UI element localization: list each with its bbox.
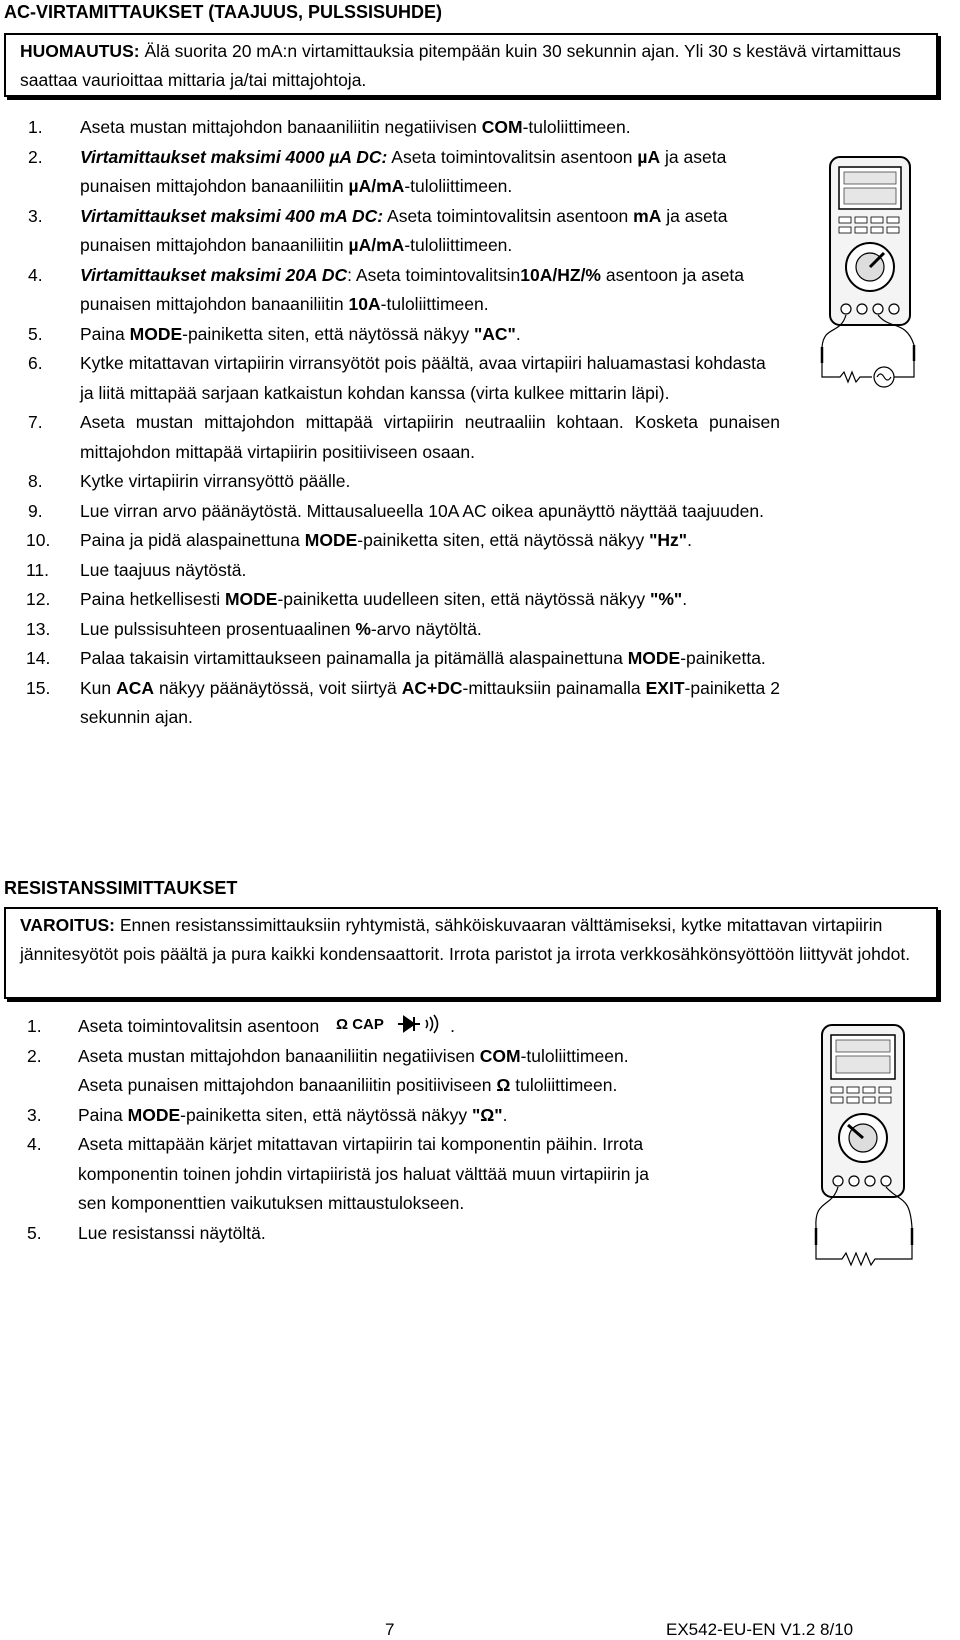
step-text — [78, 1042, 660, 1101]
step-text — [80, 615, 780, 645]
step-text-segment: Lue virran arvo päänäytöstä. Mittausalueella 10A AC oikea apunäyttö näyttää taajuuden. — [80, 500, 764, 521]
multimeter-current-illustration — [810, 155, 930, 405]
step-text-segment: 10A — [348, 294, 381, 314]
list-item — [0, 1101, 660, 1131]
step-text — [80, 349, 780, 408]
step-text-segment: -tuloliittimeen. — [522, 117, 631, 137]
step-text-segment: : Aseta toimintovalitsin — [347, 264, 521, 285]
list-item — [0, 202, 780, 261]
step-text-segment: COM — [479, 1045, 521, 1066]
step-text-segment: -tuloliittimeen. — [380, 294, 489, 314]
caution-note-body: Älä suorita 20 mA:n virtamittauksia pitempään kuin 30 sekunnin ajan. Yli 30 s kestävä virtamittaus saattaa vaurioittaa mittaria ja/tai mittajohtoja. — [20, 41, 901, 90]
step-text-segment: . — [450, 1016, 455, 1036]
step-text-segment: Ω — [496, 1075, 511, 1095]
switch-position-label: Ω CAP — [336, 1016, 384, 1033]
step-text-segment: . — [502, 1104, 508, 1125]
step-text-segment: 10A/HZ/% — [520, 264, 601, 285]
step-text-segment: Palaa takaisin virtamittaukseen painamalla ja pitämällä alaspainettuna — [80, 648, 628, 668]
step-number: 2. — [27, 1045, 42, 1066]
step-text — [80, 320, 780, 350]
step-text — [80, 585, 780, 615]
step-text-segment: MODE — [129, 323, 183, 344]
list-item — [0, 497, 780, 527]
step-text-segment: Aseta mustan mittajohdon banaaniliitin negatiivisen — [80, 117, 482, 137]
step-text — [80, 526, 780, 556]
step-number: 4. — [27, 1134, 42, 1154]
step-text-segment: Paina hetkellisesti — [80, 589, 225, 609]
step-text-segment: -painiketta siten, että näytössä näkyy — [357, 530, 650, 550]
step-text-segment: Virtamittaukset maksimi 400 mA DC: — [80, 205, 384, 226]
step-text-segment: µA/mA — [348, 176, 405, 196]
step-text-segment: Aseta toimintovalitsin asentoon — [383, 205, 634, 226]
step-text-segment: Kytke virtapiirin virransyöttö päälle. — [80, 471, 351, 491]
step-text-segment: näkyy päänäytössä, voit siirtyä — [154, 677, 402, 698]
list-item — [0, 644, 780, 674]
step-text — [80, 113, 780, 143]
step-text-segment: EXIT — [645, 677, 685, 698]
step-text-segment: -painiketta 2 sekunnin ajan. — [80, 677, 780, 727]
step-number: 8. — [28, 471, 43, 491]
step-text-segment: % — [355, 618, 371, 639]
list-item — [0, 1219, 660, 1249]
list-item — [0, 408, 780, 467]
step-text — [78, 1101, 660, 1131]
step-text-segment: -painiketta uudelleen siten, että näytössä näkyy — [277, 589, 651, 609]
diode-icon — [398, 1017, 420, 1031]
warning-label: VAROITUS: — [20, 915, 115, 935]
step-text-segment: mA — [633, 205, 662, 226]
list-item — [0, 1042, 660, 1101]
step-text-segment: . — [515, 323, 521, 344]
list-item — [0, 585, 780, 615]
step-text-segment: "%" — [650, 589, 683, 609]
step-text-segment: ja aseta punaisen mittajohdon banaaniliitin — [80, 205, 728, 255]
continuity-sound-icon — [426, 1015, 438, 1033]
list-item — [0, 674, 780, 733]
step-text-segment: tuloliittimeen. — [510, 1075, 618, 1095]
step-number: 2. — [28, 146, 43, 167]
step-number: 11. — [26, 559, 50, 580]
step-number: 5. — [27, 1222, 42, 1243]
list-item — [0, 113, 780, 143]
step-text-segment: Aseta toimintovalitsin asentoon — [387, 146, 638, 167]
step-text-segment: Aseta mittapään kärjet mitattavan virtapiirin tai komponentin päihin. Irrota komponentin toinen johdin virtapiiristä jos haluat välttää muun virtapiirin ja sen komponenttien vaikutuksen mittaustulokseen. — [78, 1134, 650, 1213]
step-number: 3. — [28, 205, 43, 226]
step-text — [80, 261, 780, 320]
document-code: EX542-EU-EN V1.2 8/10 — [666, 1620, 854, 1639]
step-text — [80, 674, 780, 733]
step-text-segment: ja aseta punaisen mittajohdon banaaniliitin — [80, 146, 727, 196]
step-text-segment: Aseta mustan mittajohdon banaaniliitin negatiivisen — [78, 1045, 480, 1066]
resistance-steps — [0, 1012, 660, 1248]
multimeter-resistance-illustration — [800, 1023, 930, 1288]
step-number: 6. — [28, 353, 43, 373]
step-text-segment: Kun — [80, 677, 117, 698]
step-text — [80, 408, 780, 467]
list-item — [0, 1012, 660, 1042]
step-text — [80, 202, 780, 261]
warning-text — [20, 911, 926, 969]
step-text-segment: -tuloliittimeen. — [404, 176, 513, 196]
step-text-segment: "Ω" — [471, 1104, 503, 1125]
step-text-segment: -tuloliittimeen. — [404, 235, 513, 255]
step-text-segment: µA — [637, 146, 661, 167]
step-text-segment: Aseta mustan mittajohdon mittapää virtapiirin neutraaliin kohtaan. Kosketa punaisen mittajohdon mittapää virtapiirin positiiviseen osaan. — [80, 412, 780, 462]
step-number: 1. — [28, 117, 43, 137]
step-text-segment: Lue resistanssi näytöltä. — [78, 1222, 266, 1243]
step-text-segment: . — [687, 530, 692, 550]
step-text-segment: µA/mA — [348, 235, 405, 255]
step-text — [80, 644, 780, 674]
step-text-segment: -painiketta. — [680, 648, 766, 668]
step-text-segment: Kytke mitattavan virtapiirin virransyötöt pois päältä, avaa virtapiiri haluamastasi kohdasta ja liitä mittapää sarjaan katkaistun kohdan kanssa (virta kulkee mittarin läpi). — [80, 353, 766, 403]
step-text — [80, 556, 780, 586]
step-text-segment: Lue taajuus näytöstä. — [80, 559, 247, 580]
step-text — [80, 143, 780, 202]
step-text — [80, 497, 780, 527]
step-text-segment: Aseta toimintovalitsin asentoon — [78, 1016, 325, 1036]
step-text-segment: MODE — [127, 1104, 181, 1125]
step-text-segment: Virtamittaukset maksimi 4000 µA DC: — [80, 146, 388, 167]
step-number: 1. — [27, 1016, 42, 1036]
step-number: 4. — [28, 264, 43, 285]
list-item — [0, 467, 780, 497]
step-text-segment: Lue pulssisuhteen prosentuaalinen — [80, 618, 356, 639]
list-item — [0, 320, 780, 350]
list-item — [0, 526, 780, 556]
step-text-segment: "Hz" — [649, 530, 688, 550]
step-number: 9. — [28, 500, 43, 521]
caution-note-box — [4, 33, 938, 97]
step-number: 12. — [26, 589, 51, 609]
ac-current-steps — [0, 113, 780, 733]
section-title-resistance: RESISTANSSIMITTAUKSET — [4, 878, 238, 898]
step-text-segment: MODE — [304, 530, 358, 550]
list-item — [0, 1130, 660, 1219]
step-text-segment: -tuloliittimeen. Aseta punaisen mittajohdon banaaniliitin positiiviseen — [78, 1045, 629, 1095]
list-item — [0, 556, 780, 586]
step-number: 10. — [26, 530, 51, 550]
step-text-segment: -painiketta siten, että näytössä näkyy — [182, 323, 474, 344]
step-number: 7. — [28, 412, 43, 432]
rotary-switch-position-icon — [334, 1014, 446, 1034]
step-text-segment: -arvo näytöltä. — [370, 618, 482, 639]
step-number: 13. — [26, 618, 51, 639]
step-text-segment: Paina — [80, 323, 130, 344]
step-text — [78, 1219, 660, 1249]
step-text-segment: AC+DC — [401, 677, 463, 698]
warning-body: Ennen resistanssimittauksiin ryhtymistä, sähköiskuvaaran välttämiseksi, kytke mitattavan virtapiirin jännitesyötöt pois päältä ja pura kaikki kondensaattorit. Irrota paristot ja irrota verkkosähkönsyöttöön liittyvät johdot. — [20, 915, 911, 964]
list-item — [0, 143, 780, 202]
step-text-segment: MODE — [224, 589, 278, 609]
step-text-segment: -painiketta siten, että näytössä näkyy — [180, 1104, 472, 1125]
step-text-segment: COM — [481, 117, 523, 137]
step-text-segment: -mittauksiin painamalla — [462, 677, 646, 698]
step-number: 3. — [27, 1104, 42, 1125]
caution-note-label: HUOMAUTUS: — [20, 41, 140, 61]
step-text — [78, 1012, 660, 1042]
page-number: 7 — [385, 1620, 395, 1639]
caution-note-text — [20, 37, 926, 95]
step-text — [78, 1130, 660, 1219]
step-number: 5. — [28, 323, 43, 344]
step-text-segment: "AC" — [473, 323, 516, 344]
step-number: 15. — [26, 677, 51, 698]
step-text-segment: ACA — [116, 677, 155, 698]
step-text — [80, 467, 780, 497]
step-text-segment: asentoon ja aseta punaisen mittajohdon banaaniliitin — [80, 264, 745, 314]
step-number: 14. — [26, 648, 51, 668]
warning-box — [4, 907, 938, 999]
step-text-segment: Paina — [78, 1104, 128, 1125]
list-item — [0, 349, 780, 408]
step-text-segment: Virtamittaukset maksimi 20A DC — [80, 264, 348, 285]
section-title-ac-current: AC-VIRTAMITTAUKSET (TAAJUUS, PULSSISUHDE) — [4, 2, 442, 22]
step-text-segment: MODE — [627, 648, 681, 668]
list-item — [0, 261, 780, 320]
step-text-segment: . — [682, 589, 688, 609]
step-text-segment: Paina ja pidä alaspainettuna — [80, 530, 305, 550]
list-item — [0, 615, 780, 645]
